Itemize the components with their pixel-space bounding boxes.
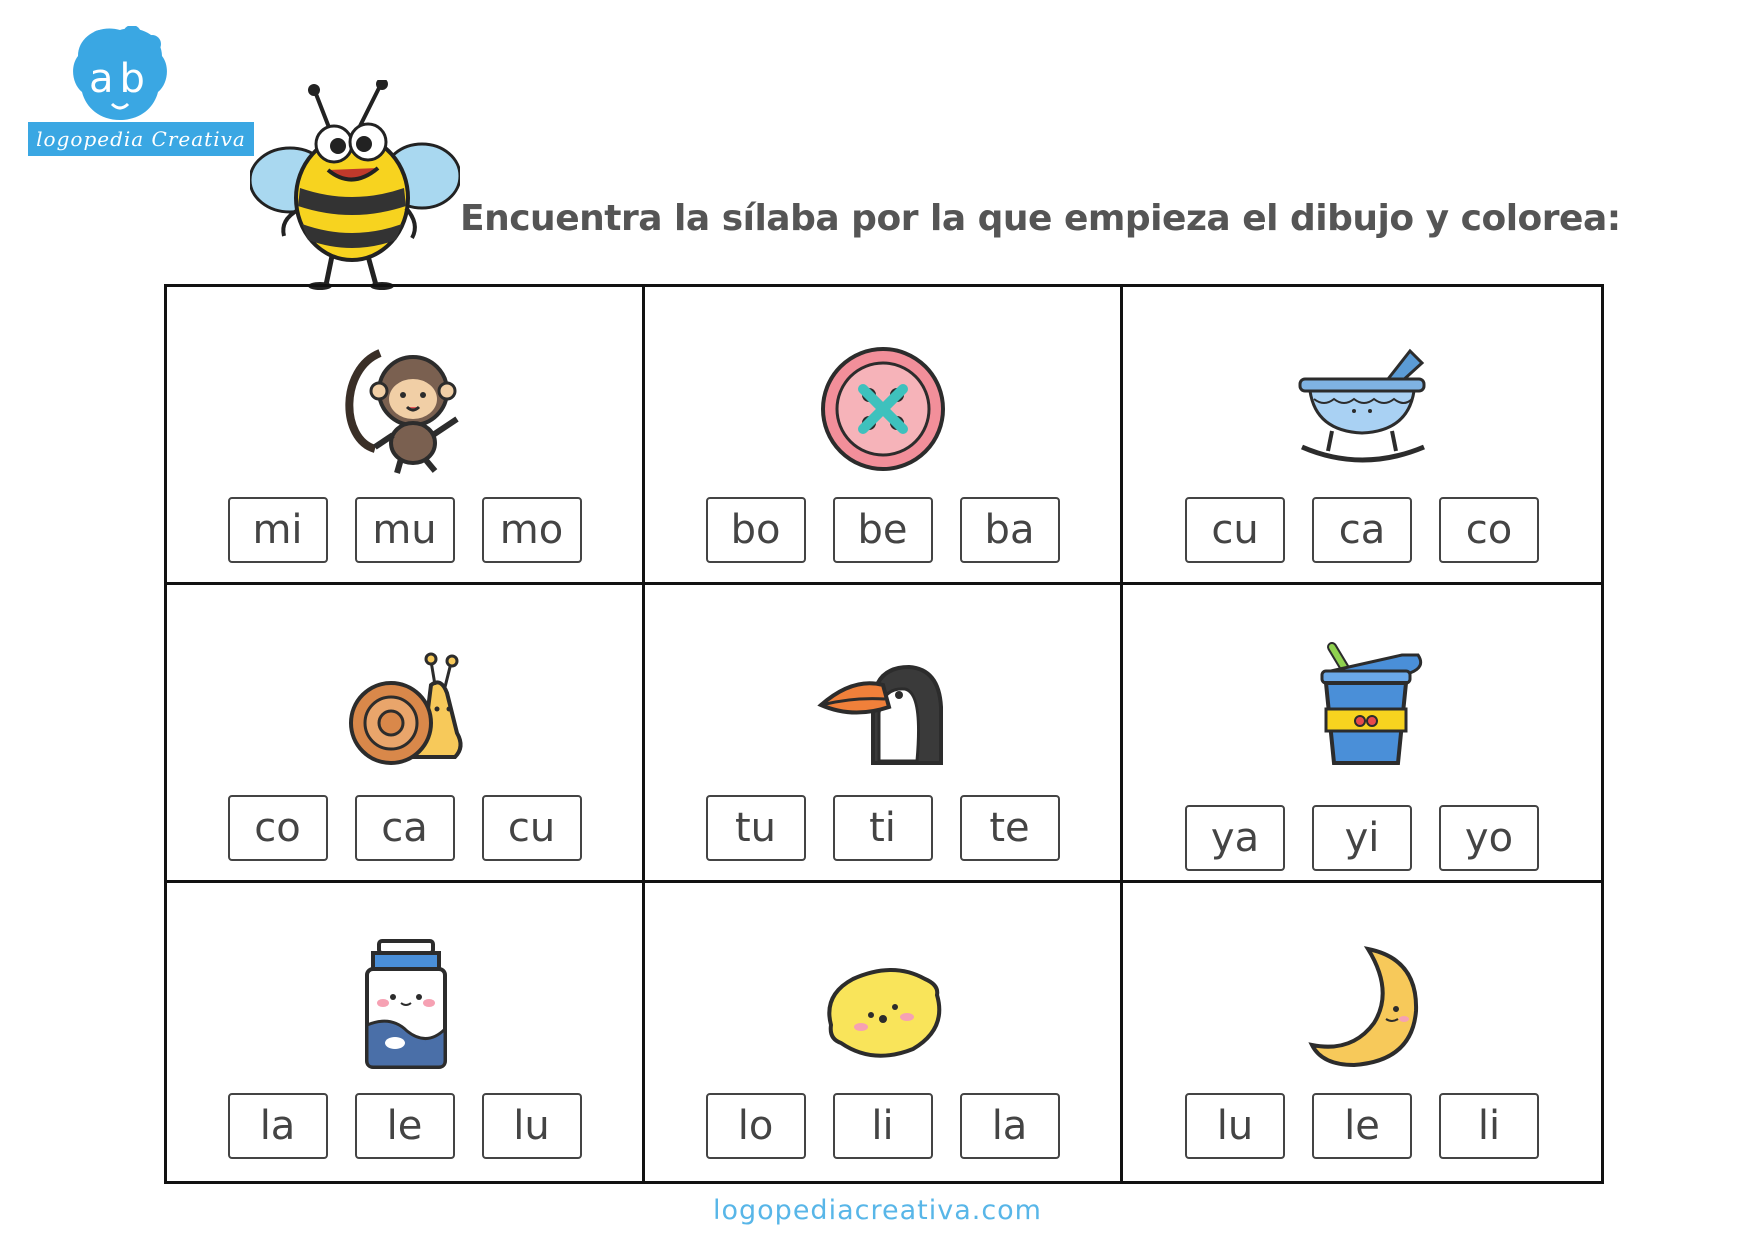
syllable-option[interactable]: yi — [1312, 805, 1412, 871]
syllable-options — [645, 1093, 1120, 1159]
milk-carton-icon — [335, 935, 475, 1075]
syllable-option[interactable]: ya — [1185, 805, 1285, 871]
yogurt-icon — [1292, 637, 1432, 777]
bee-icon — [250, 80, 460, 290]
exercise-cell-lemon — [645, 883, 1123, 1181]
exercise-grid — [164, 284, 1604, 1184]
snail-icon — [335, 637, 475, 777]
syllable-option[interactable]: co — [1439, 497, 1539, 563]
logo — [28, 26, 254, 156]
exercise-cell-toucan — [645, 585, 1123, 883]
cradle-icon — [1292, 339, 1432, 479]
syllable-option[interactable]: be — [833, 497, 933, 563]
exercise-cell-monkey — [167, 287, 645, 585]
lemon-icon — [813, 935, 953, 1075]
syllable-option[interactable]: li — [1439, 1093, 1539, 1159]
syllable-option[interactable]: ca — [355, 795, 455, 861]
syllable-option[interactable]: la — [228, 1093, 328, 1159]
syllable-option[interactable]: mo — [482, 497, 582, 563]
syllable-options — [645, 795, 1120, 861]
logo-text: logopedia Creativa — [28, 122, 254, 156]
syllable-option[interactable]: lu — [482, 1093, 582, 1159]
syllable-option[interactable]: te — [960, 795, 1060, 861]
syllable-option[interactable]: bo — [706, 497, 806, 563]
syllable-options — [167, 1093, 642, 1159]
syllable-option[interactable]: le — [1312, 1093, 1412, 1159]
syllable-option[interactable]: cu — [482, 795, 582, 861]
logo-letters: ab — [89, 56, 151, 102]
syllable-option[interactable]: mi — [228, 497, 328, 563]
syllable-option[interactable]: lu — [1185, 1093, 1285, 1159]
syllable-option[interactable]: la — [960, 1093, 1060, 1159]
syllable-option[interactable]: yo — [1439, 805, 1539, 871]
moon-icon — [1292, 935, 1432, 1075]
syllable-options — [1123, 805, 1601, 871]
syllable-option[interactable]: mu — [355, 497, 455, 563]
syllable-option[interactable]: tu — [706, 795, 806, 861]
syllable-option[interactable]: ca — [1312, 497, 1412, 563]
toucan-icon — [813, 637, 953, 777]
syllable-options — [645, 497, 1120, 563]
exercise-cell-milk — [167, 883, 645, 1181]
syllable-option[interactable]: lo — [706, 1093, 806, 1159]
exercise-cell-moon — [1123, 883, 1601, 1181]
syllable-options — [167, 497, 642, 563]
syllable-option[interactable]: ba — [960, 497, 1060, 563]
button-icon — [813, 339, 953, 479]
website-footer[interactable]: logopediacreativa.com — [713, 1195, 1042, 1226]
syllable-options — [1123, 497, 1601, 563]
exercise-cell-yogurt — [1123, 585, 1601, 883]
syllable-option[interactable]: li — [833, 1093, 933, 1159]
syllable-option[interactable]: le — [355, 1093, 455, 1159]
syllable-option[interactable]: ti — [833, 795, 933, 861]
syllable-option[interactable]: co — [228, 795, 328, 861]
exercise-cell-button — [645, 287, 1123, 585]
syllable-option[interactable]: cu — [1185, 497, 1285, 563]
instructions-title: Encuentra la sílaba por la que empieza el dibujo y colorea: — [460, 197, 1621, 239]
exercise-cell-cradle — [1123, 287, 1601, 585]
monkey-icon — [335, 339, 475, 479]
syllable-options — [167, 795, 642, 861]
syllable-options — [1123, 1093, 1601, 1159]
exercise-cell-snail — [167, 585, 645, 883]
